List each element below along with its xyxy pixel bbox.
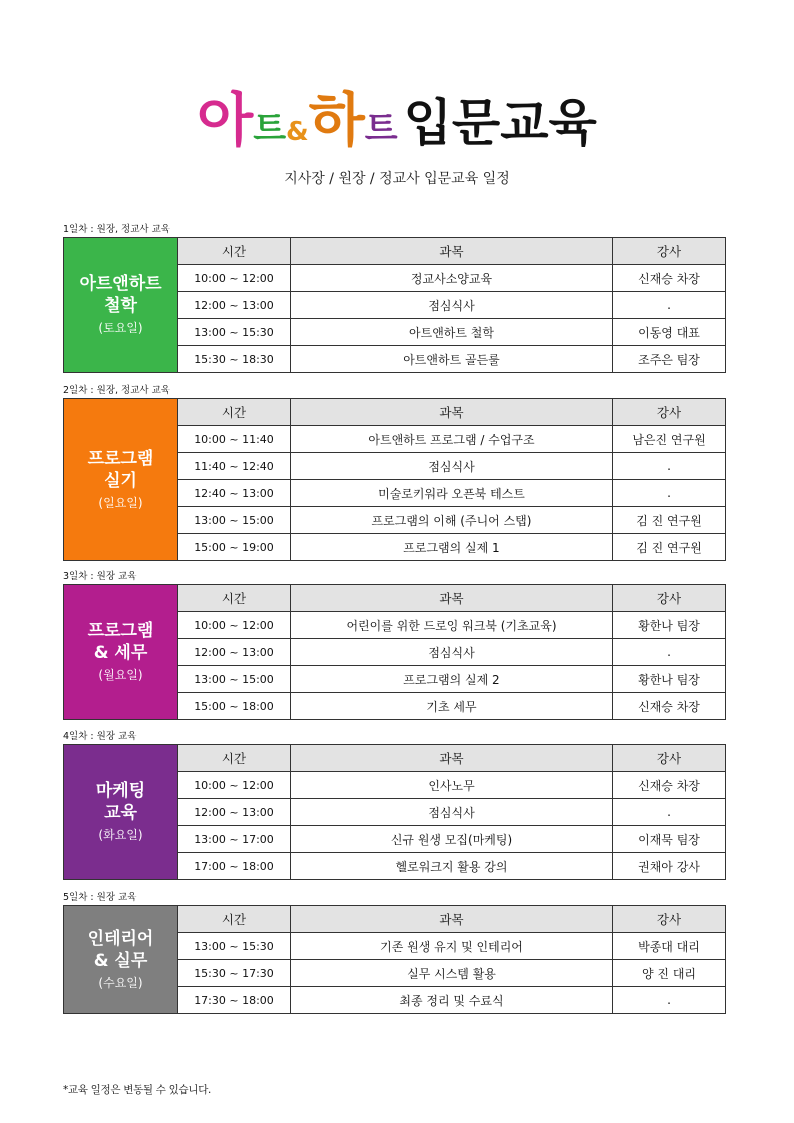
teacher-cell: 김 진 연구원 — [636, 513, 702, 528]
subject-cell: 기존 원생 유지 및 인테리어 — [291, 933, 613, 959]
day-title: 프로그램 실기 — [87, 448, 154, 491]
time-cell: 시간 — [178, 585, 291, 611]
subject-cell: 아트앤하트 골든룰 — [291, 346, 613, 372]
title-brand-a: 아 — [197, 86, 254, 154]
time-cell: 10:00 ~ 12:00 — [178, 772, 291, 798]
time-cell: 17:00 ~ 18:00 — [178, 853, 291, 879]
table-header-row — [178, 399, 725, 426]
day-title-block — [64, 906, 178, 1014]
table-row — [178, 933, 725, 960]
subject-cell: 아트앤하트 철학 — [291, 319, 613, 345]
schedule-grid — [178, 399, 725, 561]
time-cell: 17:30 ~ 18:00 — [178, 987, 291, 1013]
subject-cell: 실무 시스템 활용 — [291, 960, 613, 986]
table-row — [178, 772, 725, 799]
subject-cell: 헬로워크지 활용 강의 — [291, 853, 613, 879]
teacher-cell: . — [667, 486, 671, 500]
subject-cell: 정교사소양교육 — [291, 265, 613, 291]
subject-cell: 점심식사 — [291, 639, 613, 665]
time-cell: 15:30 ~ 18:30 — [178, 346, 291, 372]
table-row — [178, 480, 725, 507]
subject-cell: 과목 — [291, 399, 613, 425]
day-title-block — [64, 745, 178, 880]
time-cell: 12:00 ~ 13:00 — [178, 292, 291, 318]
teacher-cell: 황한나 팀장 — [638, 672, 700, 687]
title-brand-t2: 트 — [364, 109, 398, 149]
table-row — [178, 639, 725, 666]
subject-cell: 어린이를 위한 드로잉 워크북 (기초교육) — [291, 612, 613, 638]
table-row — [178, 693, 725, 720]
table-row — [178, 987, 725, 1014]
day-section — [63, 223, 726, 373]
day-title-block — [64, 238, 178, 373]
day-title: 마케팅 교육 — [95, 781, 146, 823]
teacher-cell: . — [667, 298, 671, 312]
time-cell: 15:00 ~ 19:00 — [178, 534, 291, 560]
subject-cell: 프로그램의 이해 (주니어 스탭) — [291, 507, 613, 533]
subject-cell: 최종 정리 및 수료식 — [291, 987, 613, 1013]
table-row — [178, 265, 725, 292]
subject-cell: 점심식사 — [291, 453, 613, 479]
day-label: 1일차 : 원장, 정교사 교육 — [63, 224, 170, 235]
table-row — [178, 534, 725, 561]
table-row — [178, 960, 725, 987]
subject-cell: 신규 원생 모집(마케팅) — [291, 826, 613, 852]
time-cell: 13:00 ~ 15:00 — [178, 507, 291, 533]
footnote: *교육 일정은 변동될 수 있습니다. — [63, 1084, 212, 1096]
subject-cell: 인사노무 — [291, 772, 613, 798]
schedule-grid — [178, 238, 725, 373]
teacher-cell: . — [667, 993, 671, 1007]
teacher-cell: 김 진 연구원 — [636, 540, 702, 555]
table-header-row — [178, 906, 725, 933]
subject-cell: 과목 — [291, 906, 613, 932]
schedule-grid — [178, 745, 725, 880]
teacher-cell: 신재승 차장 — [638, 699, 700, 714]
day-weekday: (일요일) — [98, 495, 143, 510]
table-row — [178, 319, 725, 346]
teacher-cell: 조주은 팀장 — [638, 352, 700, 367]
time-cell: 시간 — [178, 906, 291, 932]
subject-cell: 기초 세무 — [291, 693, 613, 719]
day-label: 4일차 : 원장 교육 — [63, 731, 137, 742]
time-cell: 13:00 ~ 15:30 — [178, 319, 291, 345]
time-cell: 10:00 ~ 12:00 — [178, 265, 291, 291]
day-table — [63, 744, 726, 880]
day-label: 5일차 : 원장 교육 — [63, 892, 137, 903]
teacher-cell: 강사 — [656, 751, 682, 766]
teacher-cell: 강사 — [656, 912, 682, 927]
teacher-cell: . — [667, 645, 671, 659]
table-row — [178, 453, 725, 480]
time-cell: 15:30 ~ 17:30 — [178, 960, 291, 986]
table-header-row — [178, 585, 725, 612]
teacher-cell: 신재승 차장 — [638, 271, 700, 286]
subject-cell: 아트앤하트 프로그램 / 수업구조 — [291, 426, 613, 452]
teacher-cell: 강사 — [656, 244, 682, 259]
day-label: 3일차 : 원장 교육 — [63, 571, 137, 582]
title-brand-t1: 트 — [253, 109, 287, 149]
time-cell: 13:00 ~ 15:30 — [178, 933, 291, 959]
table-header-row — [178, 238, 725, 265]
table-row — [178, 853, 725, 880]
day-title-block — [64, 585, 178, 720]
day-section — [63, 570, 726, 720]
schedule-grid — [178, 906, 725, 1014]
teacher-cell: 이재묵 팀장 — [638, 832, 700, 847]
day-title: 아트앤하트 철학 — [79, 274, 162, 316]
table-row — [178, 799, 725, 826]
teacher-cell: 남은진 연구원 — [632, 432, 706, 447]
title-text: 입문교육 — [403, 94, 597, 152]
subject-cell: 프로그램의 실제 2 — [291, 666, 613, 692]
time-cell: 12:40 ~ 13:00 — [178, 480, 291, 506]
time-cell: 12:00 ~ 13:00 — [178, 799, 291, 825]
table-row — [178, 666, 725, 693]
subject-cell: 점심식사 — [291, 799, 613, 825]
table-row — [178, 612, 725, 639]
title-brand-amp: & — [286, 117, 309, 147]
day-weekday: (월요일) — [98, 668, 143, 682]
table-row — [178, 292, 725, 319]
title-brand-ha: 하 — [308, 86, 365, 154]
time-cell: 15:00 ~ 18:00 — [178, 693, 291, 719]
day-table — [63, 584, 726, 720]
subject-cell: 프로그램의 실제 1 — [291, 534, 613, 560]
time-cell: 시간 — [178, 399, 291, 425]
schedule-grid — [178, 585, 725, 720]
time-cell: 12:00 ~ 13:00 — [178, 639, 291, 665]
day-label: 2일차 : 원장, 정교사 교육 — [63, 385, 170, 396]
subject-cell: 과목 — [291, 238, 613, 264]
day-weekday: (수요일) — [98, 975, 143, 990]
teacher-cell: 권채아 강사 — [638, 859, 700, 874]
time-cell: 13:00 ~ 17:00 — [178, 826, 291, 852]
subject-cell: 과목 — [291, 585, 613, 611]
subject-cell: 미술로키워라 오픈북 테스트 — [291, 480, 613, 506]
teacher-cell: 황한나 팀장 — [638, 618, 700, 633]
teacher-cell: 신재승 차장 — [638, 778, 700, 793]
day-table — [63, 398, 726, 561]
day-table — [63, 237, 726, 373]
day-title-block — [64, 399, 178, 561]
teacher-cell: 양 진 대리 — [642, 966, 696, 981]
teacher-cell: . — [667, 459, 671, 473]
time-cell: 11:40 ~ 12:40 — [178, 453, 291, 479]
day-table — [63, 905, 726, 1014]
day-section — [63, 384, 726, 561]
day-section — [63, 730, 726, 880]
table-row — [178, 346, 725, 373]
day-title: 인테리어 & 실무 — [87, 928, 154, 971]
page-title — [0, 80, 794, 175]
subject-cell: 과목 — [291, 745, 613, 771]
day-weekday: (토요일) — [98, 321, 143, 335]
subject-cell: 점심식사 — [291, 292, 613, 318]
page-subtitle: 지사장 / 원장 / 정교사 입문교육 일정 — [284, 171, 510, 187]
teacher-cell: 박종대 대리 — [638, 939, 700, 954]
table-row — [178, 426, 725, 453]
time-cell: 시간 — [178, 238, 291, 264]
table-row — [178, 826, 725, 853]
day-weekday: (화요일) — [98, 828, 143, 842]
time-cell: 10:00 ~ 11:40 — [178, 426, 291, 452]
time-cell: 13:00 ~ 15:00 — [178, 666, 291, 692]
day-title: 프로그램 & 세무 — [87, 621, 154, 663]
time-cell: 10:00 ~ 12:00 — [178, 612, 291, 638]
teacher-cell: . — [667, 805, 671, 819]
teacher-cell: 강사 — [656, 405, 682, 420]
teacher-cell: 강사 — [656, 591, 682, 606]
table-header-row — [178, 745, 725, 772]
teacher-cell: 이동영 대표 — [638, 325, 700, 340]
day-section — [63, 891, 726, 1014]
time-cell: 시간 — [178, 745, 291, 771]
table-row — [178, 507, 725, 534]
